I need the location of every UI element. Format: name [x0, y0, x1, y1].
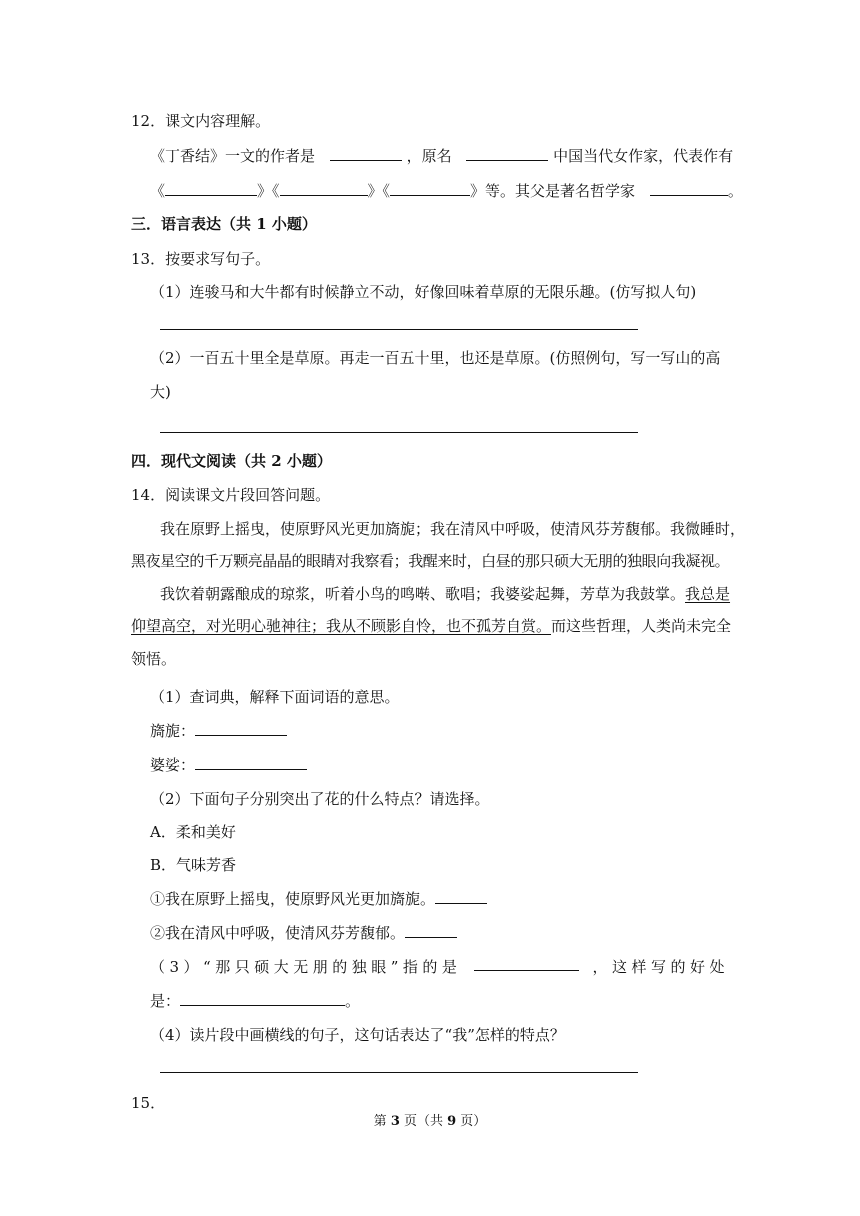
footer-text-c: 页）: [456, 1114, 487, 1129]
q14-sub3-line1: [150, 956, 729, 978]
item2-row: [150, 922, 457, 944]
q14-sub4-answer-line[interactable]: [160, 1072, 638, 1073]
section3-heading-b: 小题）: [266, 215, 317, 233]
word2-row: [150, 754, 307, 776]
philosopher-blank[interactable]: [650, 181, 728, 196]
q15-title: 15．: [131, 1094, 166, 1112]
word1-label: 旖旎：: [150, 722, 196, 740]
section3-heading: [131, 213, 317, 235]
q12-line2-end: 。: [727, 182, 743, 200]
q13-part2-line1: （2）一百五十里全是草原。再走一百五十里，也还是草原。(仿照例句，写一写山的高: [150, 349, 721, 367]
item1-text: 我在原野上摇曳，使原野风光更加旖旎。: [165, 890, 436, 908]
author-blank[interactable]: [330, 146, 402, 161]
q14-sub3-line2-label: 是：: [150, 992, 181, 1010]
sub3-blank2[interactable]: [180, 991, 345, 1006]
q12-line1-text-c: 中国当代女作家，代表作有: [553, 147, 734, 165]
q13-part2-answer-line[interactable]: [160, 432, 638, 433]
word2-blank[interactable]: [195, 755, 307, 770]
option-b: B．气味芳香: [150, 856, 237, 874]
q13-title: 13．按要求写句子。: [131, 250, 271, 268]
section4-heading: [131, 450, 332, 472]
q12-line2-bracket-mid1: 》《: [257, 182, 280, 200]
word2-label: 婆娑：: [150, 756, 196, 774]
work1-blank[interactable]: [165, 181, 257, 196]
item2-marker: ②: [150, 924, 166, 942]
sub3-blank1[interactable]: [474, 956, 579, 971]
q12-line2: [150, 180, 743, 202]
item1-blank[interactable]: [435, 889, 487, 904]
word1-blank[interactable]: [195, 721, 287, 736]
q13-part1: （1）连骏马和大牛都有时候静立不动，好像回味着草原的无限乐趣。(仿写拟人句): [150, 283, 697, 301]
item1-marker: ①: [150, 890, 166, 908]
item1-row: [150, 888, 487, 910]
q14-title: 14．阅读课文片段回答问题。: [131, 486, 331, 504]
passage-para2-line1: [160, 583, 729, 605]
passage-para1-line1: 我在原野上摇曳，使原野风光更加旖旎；我在清风中呼吸，使清风芬芳馥郁。我微睡时，: [160, 520, 746, 538]
q14-sub3-text-a: （3）“那只硕大无朋的独眼”指的是: [150, 958, 462, 976]
q12-line1-text-a: 《丁香结》一文的作者是: [150, 147, 316, 165]
section3-heading-a: 三．语言表达（共: [131, 215, 257, 233]
underlined-sentence-part1: 我总是: [685, 585, 731, 603]
work3-blank[interactable]: [390, 181, 470, 196]
section4-count: 2: [271, 452, 282, 470]
q14-sub3-end: 。: [345, 992, 361, 1010]
q14-sub4: （4）读片段中画横线的句子，这句话表达了“我”怎样的特点？: [150, 1026, 565, 1044]
item2-text: 我在清风中呼吸，使清风芬芳馥郁。: [165, 924, 406, 942]
q12-line1-text-b: ，原名: [406, 147, 452, 165]
q12-line2-bracket-mid2: 》《: [367, 182, 391, 200]
footer-page-number: 3: [390, 1114, 400, 1129]
passage-para2-line2: [131, 615, 732, 637]
q12-line2-bracket-open: 《: [150, 182, 166, 200]
q14-sub2: （2）下面句子分别突出了花的什么特点？请选择。: [150, 790, 490, 808]
q12-title: 12．课文内容理解。: [131, 112, 271, 130]
section4-heading-b: 小题）: [281, 452, 332, 470]
footer-text-b: 页（共: [399, 1114, 448, 1129]
underlined-sentence-part2: 仰望高空，对光明心驰神往；我从不顾影自怜，也不孤芳自赏。: [131, 617, 552, 635]
item2-blank[interactable]: [405, 923, 457, 938]
option-a: A．柔和美好: [150, 823, 236, 841]
passage-para2-text: 我饮着朝露酿成的琼浆，听着小鸟的鸣啭、歌唱；我婆娑起舞，芳草为我鼓掌。: [160, 585, 686, 603]
original-name-blank[interactable]: [466, 146, 548, 161]
passage-para2-line3: 领悟。: [131, 650, 177, 668]
section3-count: 1: [256, 215, 267, 233]
passage-para1-line2: 黑夜星空的千万颗亮晶晶的眼睛对我察看；我醒来时，白昼的那只硕大无朋的独眼向我凝视。: [131, 552, 729, 570]
q13-part1-answer-line[interactable]: [160, 329, 638, 330]
q14-sub1: （1）查词典，解释下面词语的意思。: [150, 688, 400, 706]
passage-para2-text2: 而这些哲理，人类尚未完全: [551, 617, 732, 635]
q14-sub3-line2: [150, 990, 360, 1012]
work2-blank[interactable]: [280, 181, 368, 196]
q13-part2-line2: 大): [150, 383, 171, 401]
footer-text-a: 第: [373, 1114, 391, 1129]
q12-line1: [150, 145, 733, 167]
q14-sub3-text-b: ，这样写的好处: [592, 958, 729, 976]
page-footer: [0, 1110, 860, 1129]
word1-row: [150, 720, 287, 742]
q12-line2-text: 》等。其父是著名哲学家: [470, 182, 636, 200]
footer-total-pages: 9: [447, 1114, 457, 1129]
section4-heading-a: 四．现代文阅读（共: [131, 452, 272, 470]
